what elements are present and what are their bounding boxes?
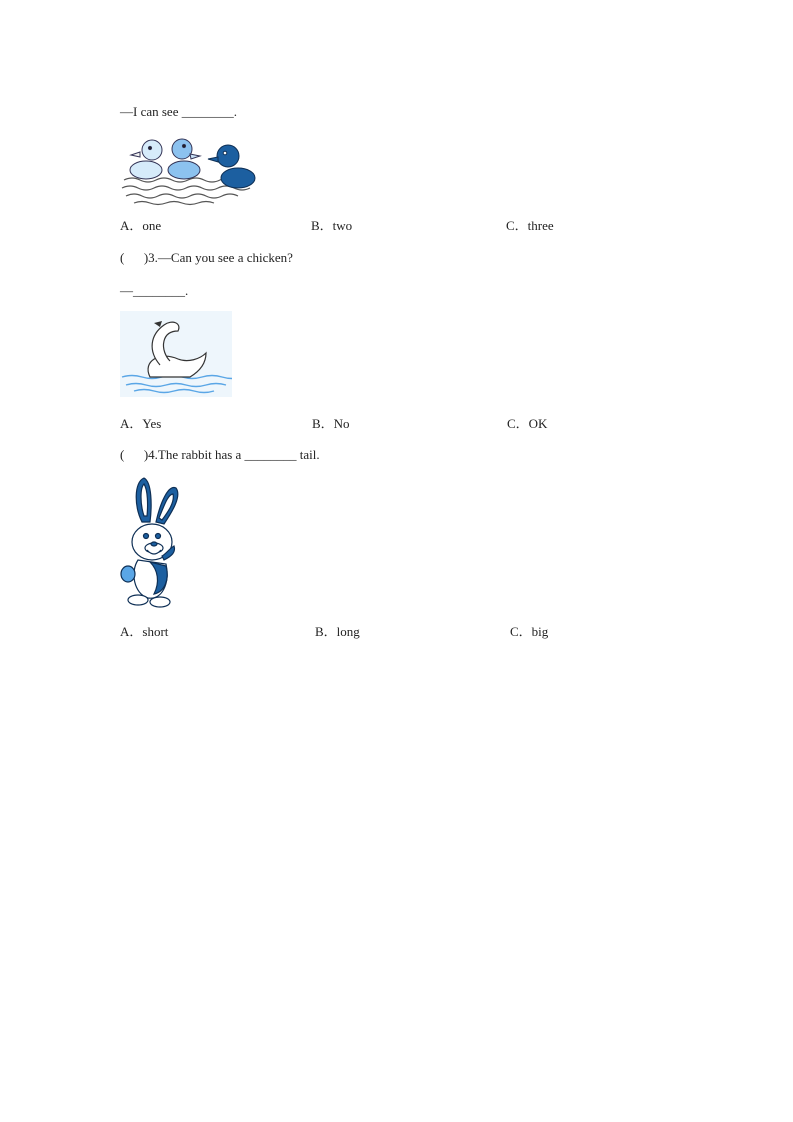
q2-option-b: B．two — [311, 218, 353, 233]
q4-option-a: A．short — [120, 624, 169, 639]
three-ducks-picture — [120, 130, 262, 208]
q4-option-c: C．big — [510, 624, 549, 639]
swan-picture — [120, 311, 232, 397]
q4-question: ( )4.The rabbit has a ________ tail. — [120, 447, 320, 462]
q3-option-c: C．OK — [507, 416, 548, 431]
q2-answer-line: —I can see ________. — [120, 104, 237, 119]
q4-option-b: B．long — [315, 624, 360, 639]
q3-option-a: A．Yes — [120, 416, 162, 431]
q3-option-b: B．No — [312, 416, 350, 431]
q2-option-c: C．three — [506, 218, 554, 233]
rabbit-picture — [120, 476, 186, 608]
q3-question: ( )3.—Can you see a chicken? — [120, 250, 293, 265]
q2-option-a: A．one — [120, 218, 162, 233]
q3-answer-line: —________. — [120, 283, 189, 298]
